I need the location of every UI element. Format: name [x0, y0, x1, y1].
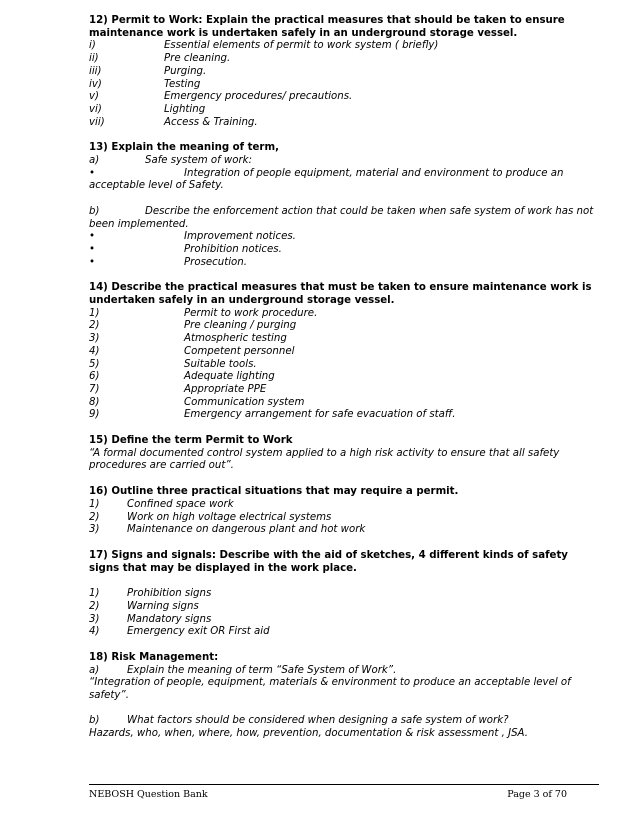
q13-a-answer: • Integration of people equipment, material and environment to produce an — [89, 167, 564, 179]
list-item: 5) Suitable tools. — [89, 358, 257, 370]
list-item: i) Essential elements of permit to work system ( briefly) — [89, 40, 439, 52]
list-item: • Improvement notices. — [89, 231, 296, 243]
bullet-icon: • — [89, 231, 96, 243]
list-item: iv) Testing — [89, 78, 201, 90]
list-item: ii) Pre cleaning. — [89, 53, 231, 65]
q18-b-answer: Hazards, who, when, where, how, prevention, documentation & risk assessment , JSA. — [89, 728, 528, 740]
list-item: 1) Permit to work procedure. — [89, 307, 318, 319]
document-page — [89, 15, 599, 741]
q13-part-a: a) Safe system of work: — [89, 155, 253, 167]
q14-heading: 14) Describe the practical measures that must be taken to ensure maintenance work is undertaken safely in an underground storage vessel. — [89, 282, 592, 307]
q16-list — [89, 499, 599, 537]
q14-list — [89, 308, 599, 422]
q17-heading: 17) Signs and signals: Describe with the aid of sketches, 4 different kinds of safety signs that may be displayed in the work place. — [89, 550, 568, 574]
q15-heading: 15) Define the term Permit to Work — [89, 435, 293, 447]
q15-answer: “A formal documented control system applied to a high risk activity to ensure that all safety procedures are carried out”. — [89, 447, 560, 472]
list-item: 2) Pre cleaning / purging — [89, 320, 297, 332]
list-item: 9) Emergency arrangement for safe evacuation of staff. — [89, 409, 456, 421]
list-item: 4) Competent personnel — [89, 345, 295, 357]
list-item: vi) Lighting — [89, 103, 206, 115]
list-item: • Prosecution. — [89, 256, 247, 268]
q13-bullets — [89, 231, 599, 269]
footer-title: NEBOSH Question Bank — [89, 789, 208, 800]
list-item: 3) Mandatory signs — [89, 613, 212, 625]
q13-a-answer-cont: acceptable level of Safety. — [89, 180, 224, 192]
list-item: 3) Atmospheric testing — [89, 333, 287, 345]
q16-heading: 16) Outline three practical situations that may require a permit. — [89, 486, 459, 498]
list-item: • Prohibition notices. — [89, 243, 282, 255]
list-item: 2) Work on high voltage electrical systems — [89, 511, 332, 523]
list-item: 7) Appropriate PPE — [89, 383, 267, 395]
q18-part-b: b) What factors should be considered when designing a safe system of work? — [89, 715, 509, 727]
q17-list — [89, 588, 599, 639]
bullet-icon: • — [89, 167, 96, 179]
list-item: 2) Warning signs — [89, 600, 199, 612]
list-item: 1) Prohibition signs — [89, 588, 212, 600]
list-item: iii) Purging. — [89, 65, 207, 77]
list-item: 4) Emergency exit OR First aid — [89, 626, 270, 638]
q12-heading: 12) Permit to Work: Explain the practical measures that should be taken to ensure maintenance work is undertaken safely in an underground storage vessel. — [89, 15, 565, 39]
list-item: 6) Adequate lighting — [89, 371, 275, 383]
list-item: 8) Communication system — [89, 396, 305, 408]
bullet-icon: • — [89, 256, 96, 268]
list-item: vii) Access & Training. — [89, 116, 258, 128]
list-item: 1) Confined space work — [89, 498, 234, 510]
list-item: 3) Maintenance on dangerous plant and hot work — [89, 524, 366, 536]
page-number: Page 3 of 70 — [507, 789, 567, 800]
q12-list — [89, 40, 599, 129]
q13-heading: 13) Explain the meaning of term, — [89, 142, 279, 154]
q13-part-b: b) Describe the enforcement action that could be taken when safe system of work has not been implemented. — [89, 205, 594, 230]
q18-heading: 18) Risk Management: — [89, 651, 219, 663]
list-item: v) Emergency procedures/ precautions. — [89, 91, 353, 103]
q18-part-a: a) Explain the meaning of term “Safe System of Work”. — [89, 664, 397, 676]
bullet-icon: • — [89, 243, 96, 255]
q18-a-answer: “Integration of people, equipment, materials & environment to produce an acceptable level of safety”. — [89, 677, 571, 702]
page-footer — [89, 784, 599, 800]
